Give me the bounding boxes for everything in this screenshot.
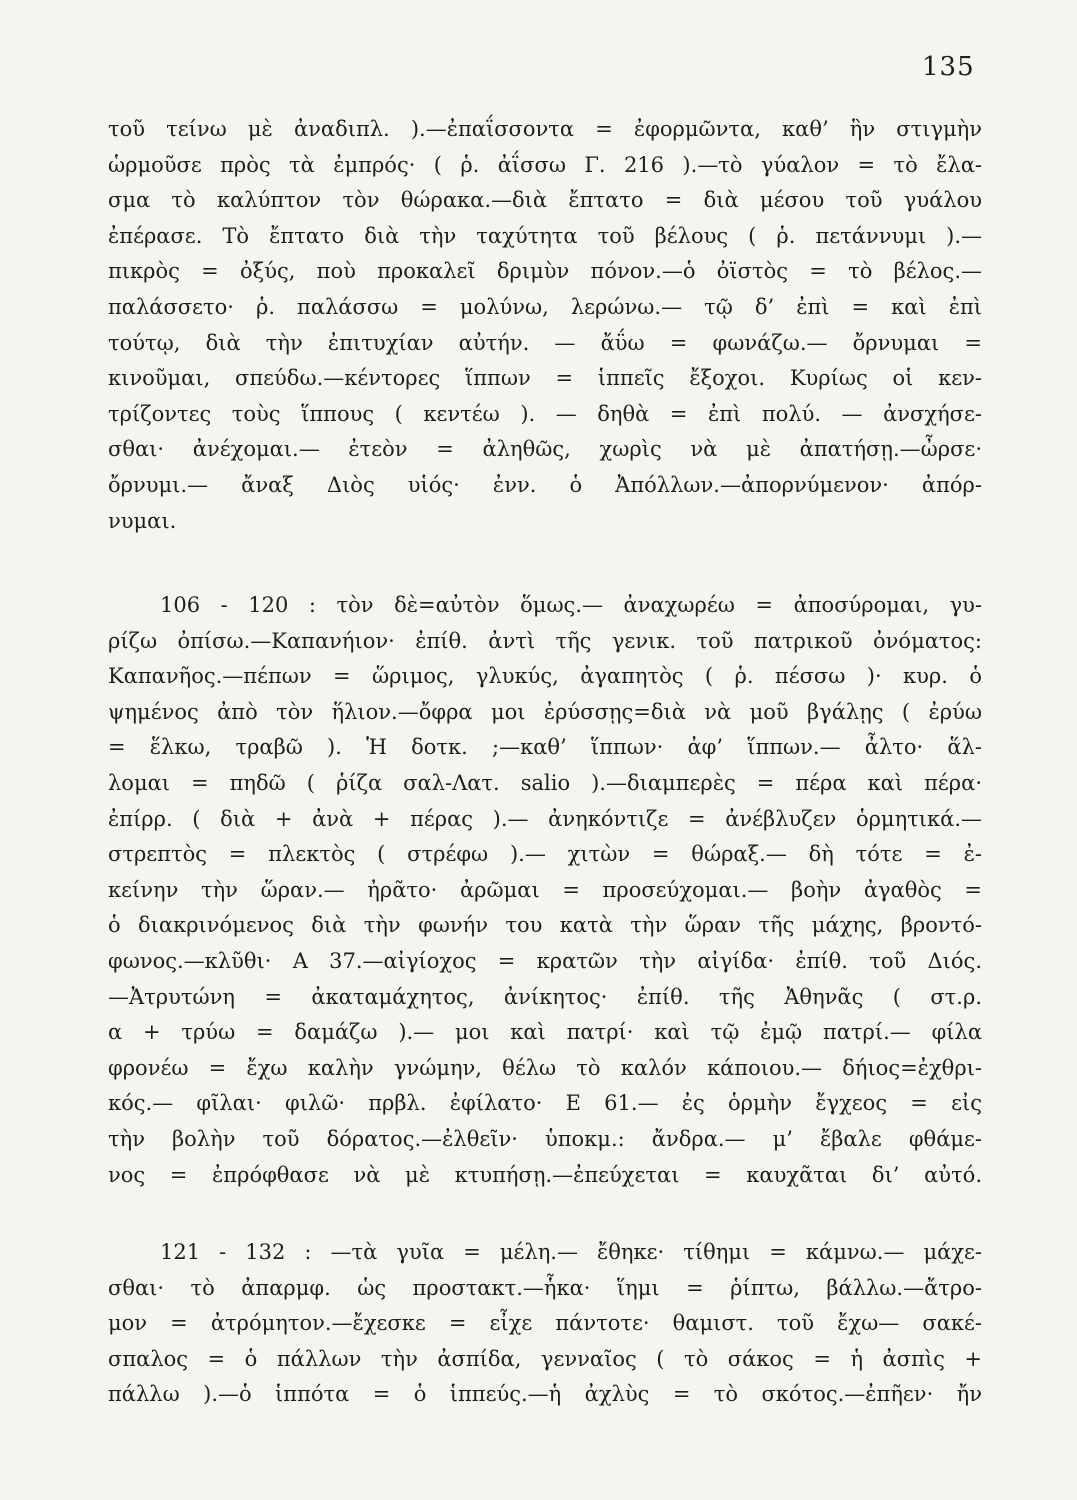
text-line: —Ἀτρυτώνη = ἀκαταμάχητος, ἀνίκητος· ἐπίθ. τῆς Ἀθηνᾶς ( στ.ρ. [108,984,982,1009]
text-line: ἐπίρρ. ( διὰ + ἀνὰ + πέρας ).— ἀνηκόντιζε = ἀνέβλυζεν ὁρμητικά.— [108,806,982,831]
text-line: πάλλω ).—ὁ ἱππότα = ὁ ἱππεύς.—ἡ ἀχλὺς = τὸ σκότος.—ἐπῆεν· ἤν [108,1382,982,1407]
text-line: σπαλος = ὁ πάλλων τὴν ἀσπίδα, γενναῖος ( τὸ σάκος = ἡ ἀσπὶς + [108,1346,982,1371]
text-line: σθαι· ἀνέχομαι.— ἐτεὸν = ἀληθῶς, χωρὶς νὰ μὲ ἀπατήσῃ.—ὦρσε· [108,437,982,462]
text-line: = ἕλκω, τραβῶ ). Ἡ δοτκ. ;—καθ’ ἵππων· ἀφ’ ἵππων.— ἆλτο· ἅλ- [108,735,982,760]
text-line: ρίζω ὀπίσω.—Καπανήιον· ἐπίθ. ἀντὶ τῆς γενικ. τοῦ πατρικοῦ ὀνόματος: [108,628,982,653]
commentary-block-2 [108,588,982,1193]
text-line: φρονέω = ἔχω καλὴν γνώμην, θέλω τὸ καλόν κάποιου.— δήιος=ἐχθρι- [108,1055,982,1080]
commentary-block-3 [108,1235,982,1413]
text-line: παλάσσετο· ῥ. παλάσσω = μολύνω, λερώνω.— τῷ δ’ ἐπὶ = καὶ ἐπὶ [108,294,982,319]
text-line: νυμαι. [108,508,177,533]
text-line: στρεπτὸς = πλεκτὸς ( στρέφω ).— χιτὼν = θώραξ.— δὴ τότε = ἐ- [108,842,982,867]
text-line: μον = ἀτρόμητον.—ἔχεσκε = εἶχε πάντοτε· θαμιστ. τοῦ ἔχω— σακέ- [108,1311,982,1336]
text-line: τούτῳ, διὰ τὴν ἐπιτυχίαν αὐτήν. — ἄΰω = φωνάζω.— ὄρνυμαι = [108,330,982,355]
text-line: φωνος.—κλῦθι· Α 37.—αἰγίοχος = κρατῶν τὴν αἰγίδα· ἐπίθ. τοῦ Διός. [108,948,982,973]
text-line: λομαι = πηδῶ ( ῥίζα σαλ-Λατ. salio ).—διαμπερὲς = πέρα καὶ πέρα· [108,770,982,795]
text-line: νος = ἐπρόφθασε νὰ μὲ κτυπήσῃ.—ἐπεύχεται = καυχᾶται δι’ αὐτό. [108,1162,982,1187]
text-line: τὴν βολὴν τοῦ δόρατος.—ἐλθεῖν· ὑποκμ.: ἄνδρα.— μ’ ἔβαλε φθάμε- [108,1126,982,1151]
text-line: Καπανῆος.—πέπων = ὥριμος, γλυκύς, ἀγαπητὸς ( ῥ. πέσσω )· κυρ. ὁ [108,664,982,689]
page-number: 135 [922,52,975,82]
text-line: κός.— φῖλαι· φιλῶ· πρβλ. ἐφίλατο· Ε 61.— ἐς ὁρμὴν ἔγχεος = εἰς [108,1091,982,1116]
commentary-block-1 [108,112,982,539]
text-line: σμα τὸ καλύπτον τὸν θώρακα.—διὰ ἔπτατο = διὰ μέσου τοῦ γυάλου [108,188,982,213]
text-line: κείνην τὴν ὥραν.— ἠρᾶτο· ἀρῶμαι = προσεύχομαι.— βοὴν ἀγαθὸς = [108,877,982,902]
text-line: ψημένος ἀπὸ τὸν ἥλιον.—ὄφρα μοι ἐρύσσῃς=διὰ νὰ μοῦ βγάλῃς ( ἐρύω [108,699,982,724]
text-line: ἐπέρασε. Τὸ ἔπτατο διὰ τὴν ταχύτητα τοῦ βέλους ( ῥ. πετάννυμι ).— [108,223,982,248]
text-line: 121 - 132 : —τὰ γυῖα = μέλη.— ἔθηκε· τίθημι = κάμνω.— μάχε- [160,1240,982,1264]
text-line: ὡρμοῦσε πρὸς τὰ ἐμπρός· ( ῥ. ἀΐσσω Γ. 216 ).—τὸ γύαλον = τὸ ἔλα- [108,152,982,177]
text-line: σθαι· τὸ ἀπαρμφ. ὡς προστακτ.—ἧκα· ἵημι = ῥίπτω, βάλλω.—ἄτρο- [108,1275,982,1300]
text-line: α + τρύω = δαμάζω ).— μοι καὶ πατρί· καὶ τῷ ἐμῷ πατρί.— φίλα [108,1020,982,1045]
text-line: τοῦ τείνω μὲ ἀναδιπλ. ).—ἐπαΐσσοντα = ἐφορμῶντα, καθ’ ἣν στιγμὴν [108,117,982,141]
text-line: 106 - 120 : τὸν δὲ=αὐτὸν ὅμως.— ἀναχωρέω = ἀποσύρομαι, γυ- [160,593,982,617]
text-line: πικρὸς = ὀξύς, ποὺ προκαλεῖ δριμὺν πόνον.—ὁ ὀϊστὸς = τὸ βέλος.— [108,259,982,284]
text-line: τρίζοντες τοὺς ἵππους ( κεντέω ). — δηθὰ = ἐπὶ πολύ. — ἀνσχήσε- [108,401,982,426]
text-line: ὄρνυμι.— ἄναξ Διὸς υἱός· ἐνν. ὁ Ἀπόλλων.—ἀπορνύμενον· ἀπόρ- [108,472,982,497]
text-line: κινοῦμαι, σπεύδω.—κέντορες ἵππων = ἱππεῖς ἔξοχοι. Κυρίως οἱ κεν- [108,366,982,391]
text-line: ὁ διακρινόμενος διὰ τὴν φωνήν του κατὰ τὴν ὥραν τῆς μάχης, βροντό- [108,913,982,938]
